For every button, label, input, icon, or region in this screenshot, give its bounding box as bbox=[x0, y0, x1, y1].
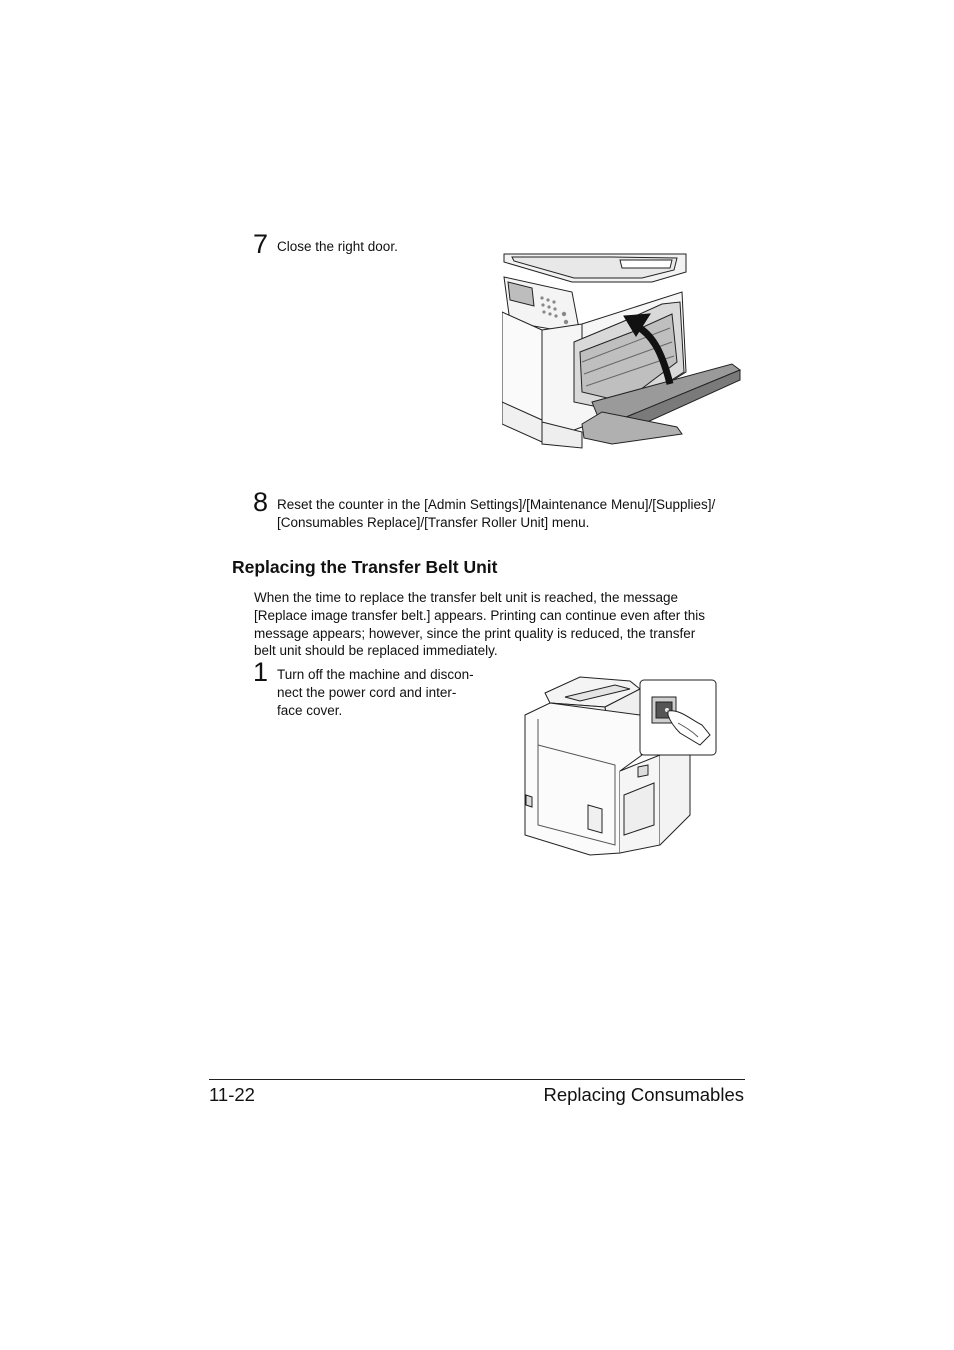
step-1-text-line-2: nect the power cord and inter- bbox=[277, 685, 457, 700]
step-number-7: 7 bbox=[253, 229, 269, 259]
step-8-text-line-1: Reset the counter in the [Admin Settings]/[Maintenance Menu]/[Supplies]/ bbox=[277, 497, 716, 512]
page-number: 11-22 bbox=[209, 1084, 255, 1105]
step-7-text: Close the right door. bbox=[277, 239, 398, 254]
step-number-1: 1 bbox=[253, 657, 269, 687]
step-number-8: 8 bbox=[253, 487, 269, 517]
step-1-text-line-3: face cover. bbox=[277, 703, 343, 718]
illustration-close-right-door bbox=[502, 252, 742, 452]
section-paragraph-line-3: message appears; however, since the print quality is reduced, the transfer bbox=[254, 626, 696, 641]
chapter-title: Replacing Consumables bbox=[543, 1084, 744, 1105]
section-paragraph-line-1: When the time to replace the transfer belt unit is reached, the message bbox=[254, 590, 678, 605]
step-1-text-line-1: Turn off the machine and discon- bbox=[277, 667, 474, 682]
section-paragraph-line-2: [Replace image transfer belt.] appears. Printing can continue even after this bbox=[254, 608, 706, 623]
illustration-power-switch bbox=[520, 675, 720, 857]
section-paragraph-line-4: belt unit should be replaced immediately. bbox=[254, 643, 498, 658]
section-heading: Replacing the Transfer Belt Unit bbox=[232, 557, 498, 577]
step-8-text-line-2: [Consumables Replace]/[Transfer Roller Unit] menu. bbox=[277, 515, 590, 530]
footer-divider bbox=[209, 1079, 745, 1080]
